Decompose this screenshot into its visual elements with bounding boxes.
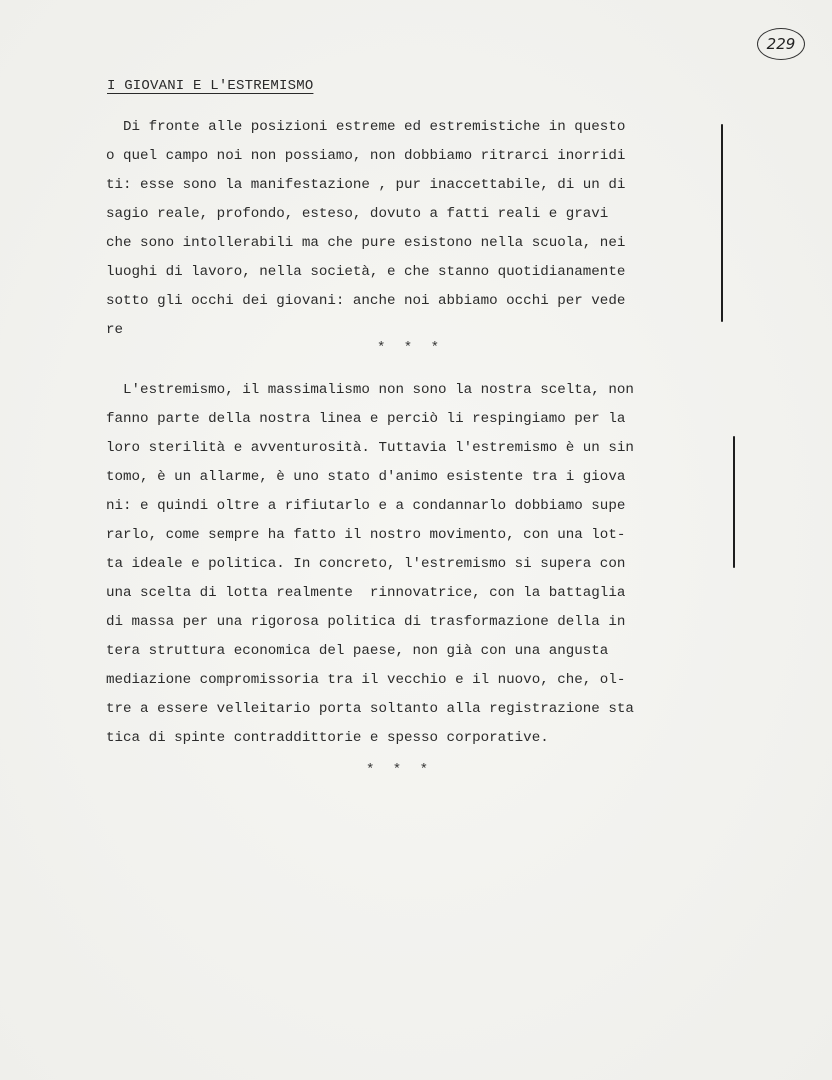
text-line: tera struttura economica del paese, non già con una angusta bbox=[106, 643, 609, 659]
paragraph-2 bbox=[106, 376, 706, 753]
text-line: re bbox=[106, 322, 124, 338]
section-separator: * * * bbox=[366, 762, 434, 778]
text-line: tica di spinte contraddittorie e spesso corporative. bbox=[106, 730, 549, 746]
text-line: fanno parte della nostra linea e perciò li respingiamo per la bbox=[106, 411, 626, 427]
text-line: una scelta di lotta realmente rinnovatrice, con la battaglia bbox=[106, 585, 626, 601]
text-line: loro sterilità e avventurosità. Tuttavia l'estremismo è un sin bbox=[106, 440, 634, 456]
text-line: Di fronte alle posizioni estreme ed estremistiche in questo bbox=[106, 119, 626, 135]
text-line: ti: esse sono la manifestazione , pur inaccettabile, di un di bbox=[106, 177, 626, 193]
text-line: ni: e quindi oltre a rifiutarlo e a condannarlo dobbiamo supe bbox=[106, 498, 626, 514]
margin-mark-line bbox=[733, 436, 735, 568]
text-line: luoghi di lavoro, nella società, e che stanno quotidianamente bbox=[106, 264, 626, 280]
text-line: che sono intollerabili ma che pure esistono nella scuola, nei bbox=[106, 235, 626, 251]
text-line: sagio reale, profondo, esteso, dovuto a fatti reali e gravi bbox=[106, 206, 609, 222]
paragraph-1 bbox=[106, 113, 706, 345]
margin-mark-line bbox=[721, 124, 723, 322]
page-number-circled: 229 bbox=[757, 28, 805, 60]
text-line: L'estremismo, il massimalismo non sono la nostra scelta, non bbox=[106, 382, 634, 398]
text-line: sotto gli occhi dei giovani: anche noi abbiamo occhi per vede bbox=[106, 293, 626, 309]
text-line: ta ideale e politica. In concreto, l'estremismo si supera con bbox=[106, 556, 626, 572]
text-line: rarlo, come sempre ha fatto il nostro movimento, con una lot- bbox=[106, 527, 626, 543]
section-separator: * * * bbox=[377, 340, 445, 356]
text-line: di massa per una rigorosa politica di trasformazione della in bbox=[106, 614, 626, 630]
document-title: I GIOVANI E L'ESTREMISMO bbox=[107, 78, 314, 94]
text-line: tomo, è un allarme, è uno stato d'animo esistente tra i giova bbox=[106, 469, 626, 485]
text-line: tre a essere velleitario porta soltanto alla registrazione sta bbox=[106, 701, 634, 717]
text-line: mediazione compromissoria tra il vecchio e il nuovo, che, ol- bbox=[106, 672, 626, 688]
text-line: o quel campo noi non possiamo, non dobbiamo ritrarci inorridi bbox=[106, 148, 626, 164]
